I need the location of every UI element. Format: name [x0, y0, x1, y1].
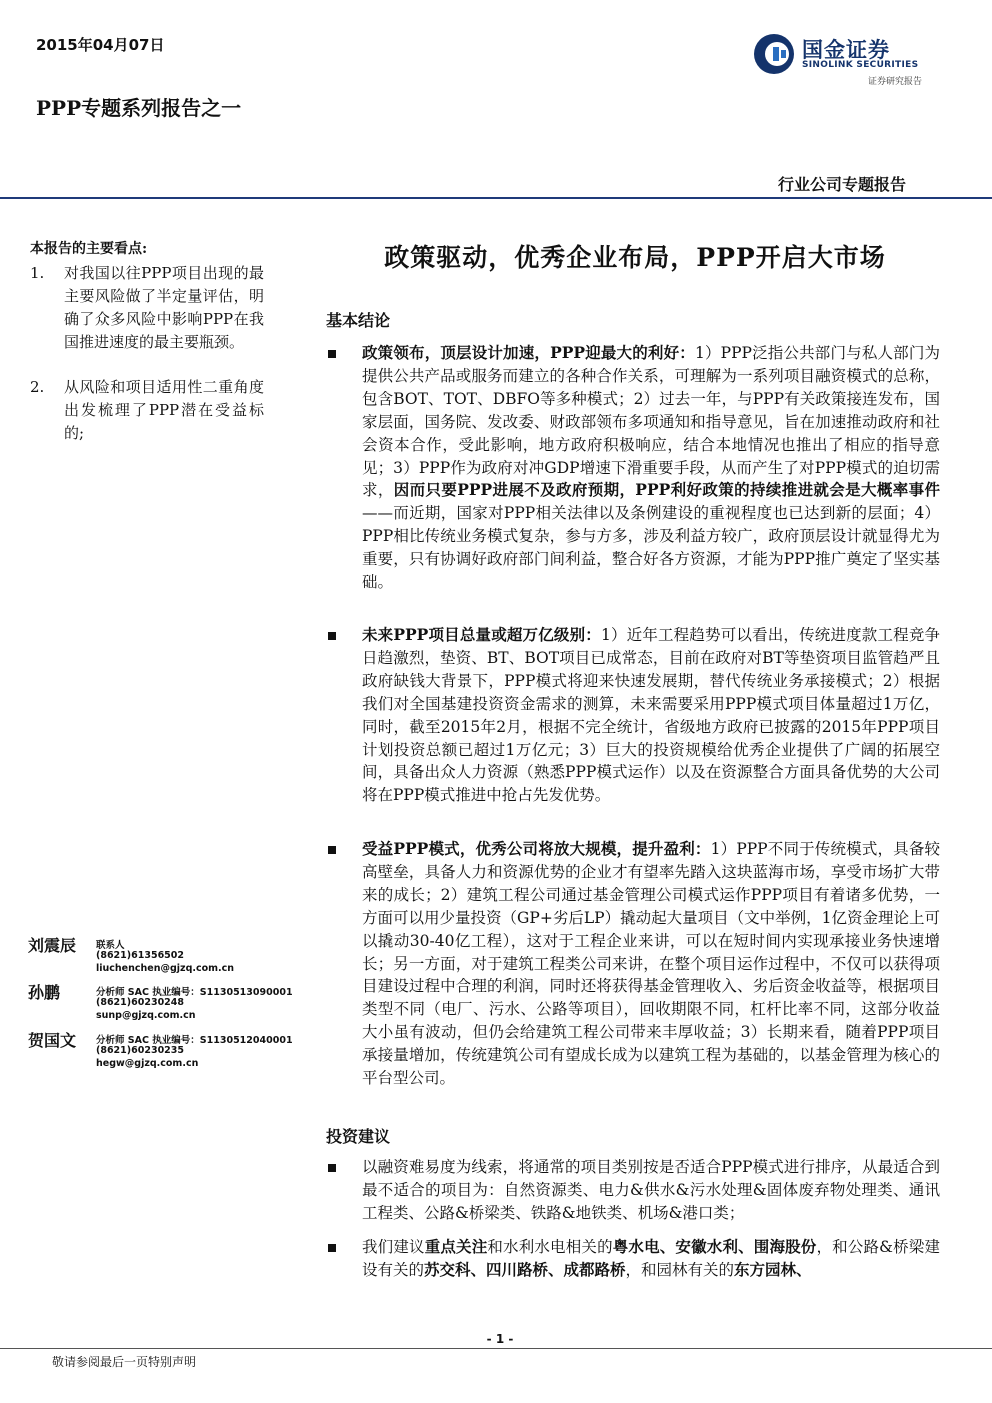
conclusion-bullet: [326, 624, 942, 829]
report-date: 2015年04月07日: [36, 36, 165, 54]
highlight-item: [30, 262, 264, 377]
conclusion-bullet: [326, 838, 942, 1113]
analyst-title: 分析师 SAC 执业编号：S1130512040001: [96, 1035, 293, 1046]
bullet-body: ，和公路&桥梁建设有关的: [362, 1238, 940, 1279]
bullet-emphasis: 因而只要PPP进展不及政府预期，PPP利好政策的持续推进就会是大概率事件: [393, 480, 940, 500]
bullet-text: [362, 624, 940, 807]
bullet-lead: 受益PPP模式，优秀公司将放大规模，提升盈利：: [362, 839, 711, 858]
header-divider: [0, 197, 992, 199]
analyst-phone: (8621)61356502: [96, 950, 185, 961]
bullet-square-icon: [328, 632, 336, 640]
bullet-emphasis: 重点关注: [424, 1237, 488, 1256]
investment-bullet: [326, 1156, 942, 1226]
stock-names-water: 粤水电、安徽水利、围海股份: [612, 1237, 817, 1256]
investment-bullet: [326, 1236, 942, 1286]
analyst-title: 分析师 SAC 执业编号：S1130513090001: [96, 987, 293, 998]
analyst-title: 联系人: [96, 940, 125, 951]
page-number: - 1 -: [486, 1332, 514, 1346]
conclusion-bullet: [326, 342, 942, 614]
section-heading-investment: 投资建议: [326, 1127, 391, 1146]
analyst-phone: (8621)60230248: [96, 997, 185, 1008]
bullet-square-icon: [328, 350, 336, 358]
bullet-lead: 政策领布，顶层设计加速，PPP迎最大的利好：: [362, 343, 695, 362]
analyst-name: 贺国文: [28, 1031, 77, 1050]
highlight-item: [30, 376, 264, 446]
analyst-email: liuchenchen@gjzq.com.cn: [96, 963, 235, 974]
section-heading-conclusions: 基本结论: [326, 311, 391, 330]
logo-chinese-name: 国金证券: [802, 38, 890, 62]
highlight-text: 对我国以往PPP项目出现的最主要风险做了半定量评估，明确了众多风险中影响PPP在我国推进速度的最主要瓶颈。: [64, 264, 264, 351]
analyst-name: 孙鹏: [28, 983, 61, 1002]
logo-subtitle: 证券研究报告: [868, 77, 923, 87]
analyst-name: 刘震辰: [28, 936, 77, 955]
bullet-square-icon: [328, 846, 336, 854]
bullet-body: 和水利水电相关的: [487, 1238, 613, 1256]
main-title: 政策驱动，优秀企业布局，PPP开启大市场: [384, 243, 886, 272]
bullet-body: 1）PPP不同于传统模式，具备较高壁垒，具备人力和资源优势的企业才有望率先踏入这块蓝海市场，享受市场扩大带来的成长；2）建筑工程公司通过基金管理公司模式运作PPP项目有着诸多优势，一方面可以用少量投资（GP+劣后LP）撬动起大量项目（文中举例，1亿资金理论上可以撬动30-40亿工程），这对于工程企业来讲，可以在短时间内实现承接业务快速增长；另一方面，对于建筑工程类公司来讲，在整个项目运作过程中，不仅可以获得项目建设过程中合理的利润，同时还将获得基金管理收入、劣后资金收益等，根据项目类型不同（电厂、污水、公路等项目），回收期限不同，杠杆比率不同，这部分收益大小虽有波动，但仍会给建筑工程公司带来丰厚收益；3）长期来看，随着PPP项目承接量增加，传统建筑公司有望成长成为以建筑工程为基础的，以基金管理为核心的平台型公司。: [362, 840, 941, 1088]
bullet-text: [362, 838, 940, 1090]
analyst-email: sunp@gjzq.com.cn: [96, 1010, 196, 1021]
bullet-square-icon: [328, 1164, 336, 1172]
sidebar-heading: 本报告的主要看点:: [30, 241, 148, 257]
analyst-phone: (8621)60230235: [96, 1045, 185, 1056]
analyst-email: hegw@gjzq.com.cn: [96, 1058, 199, 1069]
bullet-body: 我们建议: [362, 1238, 425, 1256]
series-title: PPP专题系列报告之一: [36, 96, 242, 120]
report-type: 行业公司专题报告: [778, 175, 907, 194]
bullet-text: [362, 1236, 940, 1282]
stock-names-landscape: 东方园林、: [734, 1259, 812, 1279]
bullet-body: ——而近期，国家对PPP相关法律以及条例建设的重视程度也已达到新的层面；4）PPP相比传统业务模式复杂，参与方多，涉及利益方较广，政府顶层设计就显得尤为重要，只有协调好政府部门间利益，整合好各方资源，才能为PPP推广奠定了坚实基础。: [362, 504, 940, 592]
bullet-square-icon: [328, 1244, 336, 1252]
highlight-number: 2.: [30, 378, 45, 396]
logo-english-name: SINOLINK SECURITIES: [802, 60, 919, 70]
bullet-body: 1）近年工程趋势可以看出，传统进度款工程竞争日趋激烈，垫资、BT、BOT项目已成常态，目前在政府对BT等垫资项目监管趋严且政府缺钱大背景下，PPP模式将迎来快速发展期，替代传统业务承接模式；2）根据我们对全国基建投资资金需求的测算，未来需要采用PPP模式项目体量超过1万亿，同时，截至2015年2月，根据不完全统计，省级地方政府已披露的2015年PPP项目计划投资总额已超过1万亿元；3）巨大的投资规模给优秀企业提供了广阔的拓展空间，具备出众人力资源（熟悉PPP模式运作）以及在资源整合方面具备优势的大公司将在PPP模式推进中抢占先发优势。: [362, 626, 940, 805]
footer-divider: [0, 1348, 992, 1349]
footer-disclaimer: 敬请参阅最后一页特别声明: [52, 1355, 197, 1369]
bullet-text: [362, 342, 940, 594]
highlight-number: 1.: [30, 264, 45, 282]
bullet-body: ，和园林有关的: [625, 1260, 735, 1279]
bullet-text: 以融资难易度为线索，将通常的项目类别按是否适合PPP模式进行排序，从最适合到最不适合的项目为：自然资源类、电力&供水&污水处理&固体废弃物处理类、通讯工程类、公路&桥梁类、铁路&地铁类、机场&港口类；: [362, 1158, 940, 1222]
bullet-body: 1）PPP泛指公共部门与私人部门为提供公共产品或服务而建立的各种合作关系，可理解为一系列项目融资模式的总称，包含BOT、TOT、DBFO等多种模式；2）过去一年，与PPP有关政策接连发布，国家层面，国务院、发改委、财政部领布多项通知和指导意见，旨在加速推动政府和社会资本合作，受此影响，地方政府积极响应，结合本地情况也推出了相应的指导意见；3）PPP作为政府对冲GDP增速下滑重要手段，从而产生了对PPP模式的迫切需求，: [362, 344, 941, 500]
stock-names-roads: 苏交科、四川路桥、成都路桥: [424, 1259, 626, 1279]
highlight-text: 从风险和项目适用性二重角度出发梳理了PPP潜在受益标的;: [64, 378, 264, 442]
logo-mark-icon: [752, 32, 796, 76]
bullet-lead: 未来PPP项目总量或超万亿级别：: [362, 625, 601, 644]
